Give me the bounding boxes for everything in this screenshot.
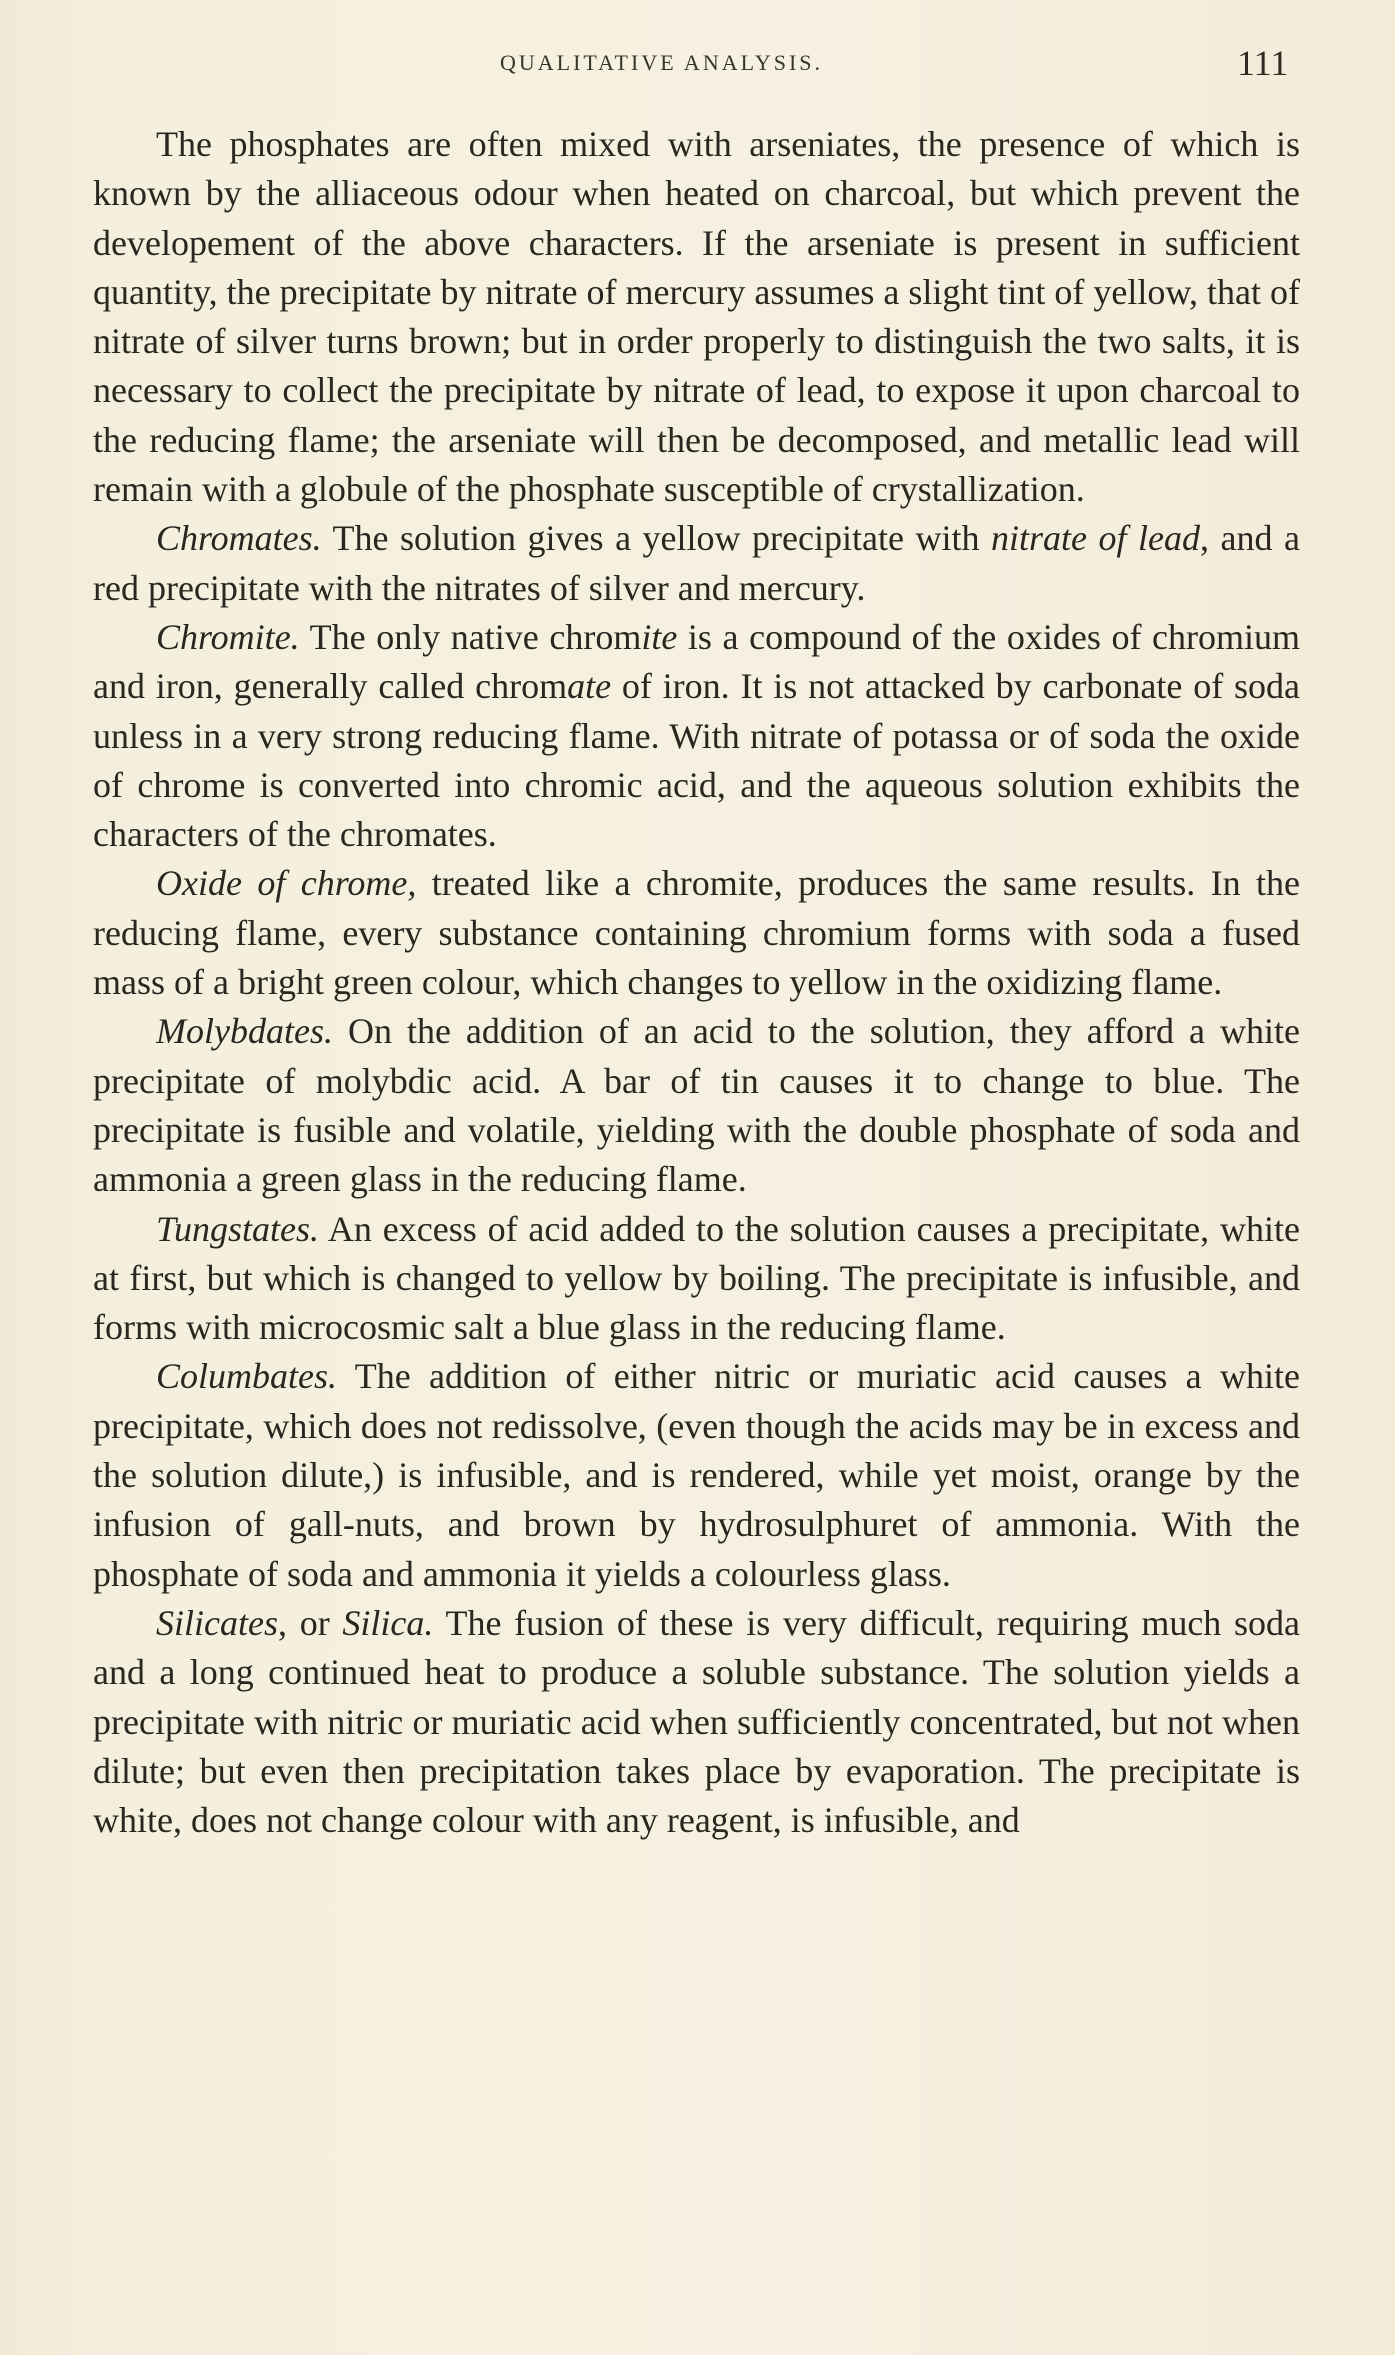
running-header [0,42,1395,82]
chromite-text-c: of iron. It is not attacked by carbonate of soda unless in a very strong reducing flame. With nitrate of potassa or of soda the oxide of chrome is converted into chromic acid, and the aqueous solution exhibits the characters of the chromates. [93,666,1301,855]
page-number: 111 [1237,43,1289,83]
paragraph-silicates [93,1599,1300,1845]
body-text [93,120,1300,1845]
columbates-heading: Columbates. [156,1356,338,1397]
phosphates-text: The phosphates are often mixed with arseniates, the presence of which is known by the alliaceous odour when heated on charcoal, but which prevent the developement of the above characters. If the arseniate is present in sufficient quantity, the precipitate by nitrate of mercury assumes a slight tint of yellow, that of nitrate of silver turns brown; but in order properly to distinguish the two salts, it is necessary to collect the precipitate by nitrate of lead, to expose it upon charcoal to the reducing flame; the arseniate will then be decomposed, and metallic lead will remain with a globule of the phosphate susceptible of crystallization. [93,124,1301,510]
chromite-text-a: The only native chrom [299,616,642,657]
oxide-of-chrome-text: treated like a chromite, produces the same results. In the reducing flame, every substance containing chromium forms with soda a fused mass of a bright green colour, which changes to yellow in the oxidizing flame. [93,863,1300,1003]
silicates-heading-b: Silica. [342,1602,434,1643]
paragraph-columbates [93,1352,1300,1598]
chromite-heading: Chromite. [156,616,300,657]
paragraph-chromates [93,514,1300,613]
tungstates-text: An excess of acid added to the solution causes a precipitate, white at first, but which is changed to yellow by boiling. The precipitate is infusible, and forms with microcosmic salt a blue glass in the reducing flame. [93,1208,1300,1348]
chromates-text-b: , and a red precipitate with the nitrates of silver and mercury. [93,518,1300,608]
paragraph-oxide-of-chrome [93,859,1300,1007]
chromates-text-a: The solution gives a yellow precipitate with [321,518,991,559]
oxide-of-chrome-heading: Oxide of chrome, [156,863,417,904]
silicates-heading-a: Silicates [156,1602,278,1643]
paragraph-molybdates [93,1007,1300,1204]
paragraph-tungstates [93,1205,1300,1353]
molybdates-heading: Molybdates. [156,1011,333,1052]
molybdates-text: On the addition of an acid to the solution, they afford a white precipitate of molybdic acid. A bar of tin causes it to change to blue. The precipitate is fusible and volatile, yielding with the double phosphate of soda and ammonia a green glass in the reducing flame. [93,1011,1300,1200]
chromates-italic-a: nitrate of lead [991,518,1201,559]
chromite-italic-a: ite [641,616,678,657]
running-title: QUALITATIVE ANALYSIS. [500,50,824,75]
paragraph-chromite [93,613,1300,859]
columbates-text: The addition of either nitric or muriatic acid causes a white precipitate, which does not redissolve, (even though the acids may be in excess and the solution dilute,) is infusible, and is rendered, while yet moist, orange by the infusion of gall-nuts, and brown by hydrosulphuret of ammonia. With the phosphate of soda and ammonia it yields a colourless glass. [93,1356,1300,1594]
paragraph-phosphates [93,120,1300,514]
chromite-italic-b: ate [567,666,612,707]
tungstates-heading: Tungstates. [156,1208,320,1249]
silicates-text: The fusion of these is very difficult, requiring much soda and a long continued heat to produce a soluble substance. The solution yields a precipitate with nitric or muriatic acid when sufficiently concentrated, but not when dilute; but even then precipitation takes place by evaporation. The precipitate is white, does not change colour with any reagent, is infusible, and [93,1602,1300,1841]
chromite-text-b: is a compound of the oxides of chromium and iron, generally called chrom [93,616,1301,707]
chromates-heading: Chromates. [156,518,322,559]
silicates-text-a: , or [277,1602,343,1643]
